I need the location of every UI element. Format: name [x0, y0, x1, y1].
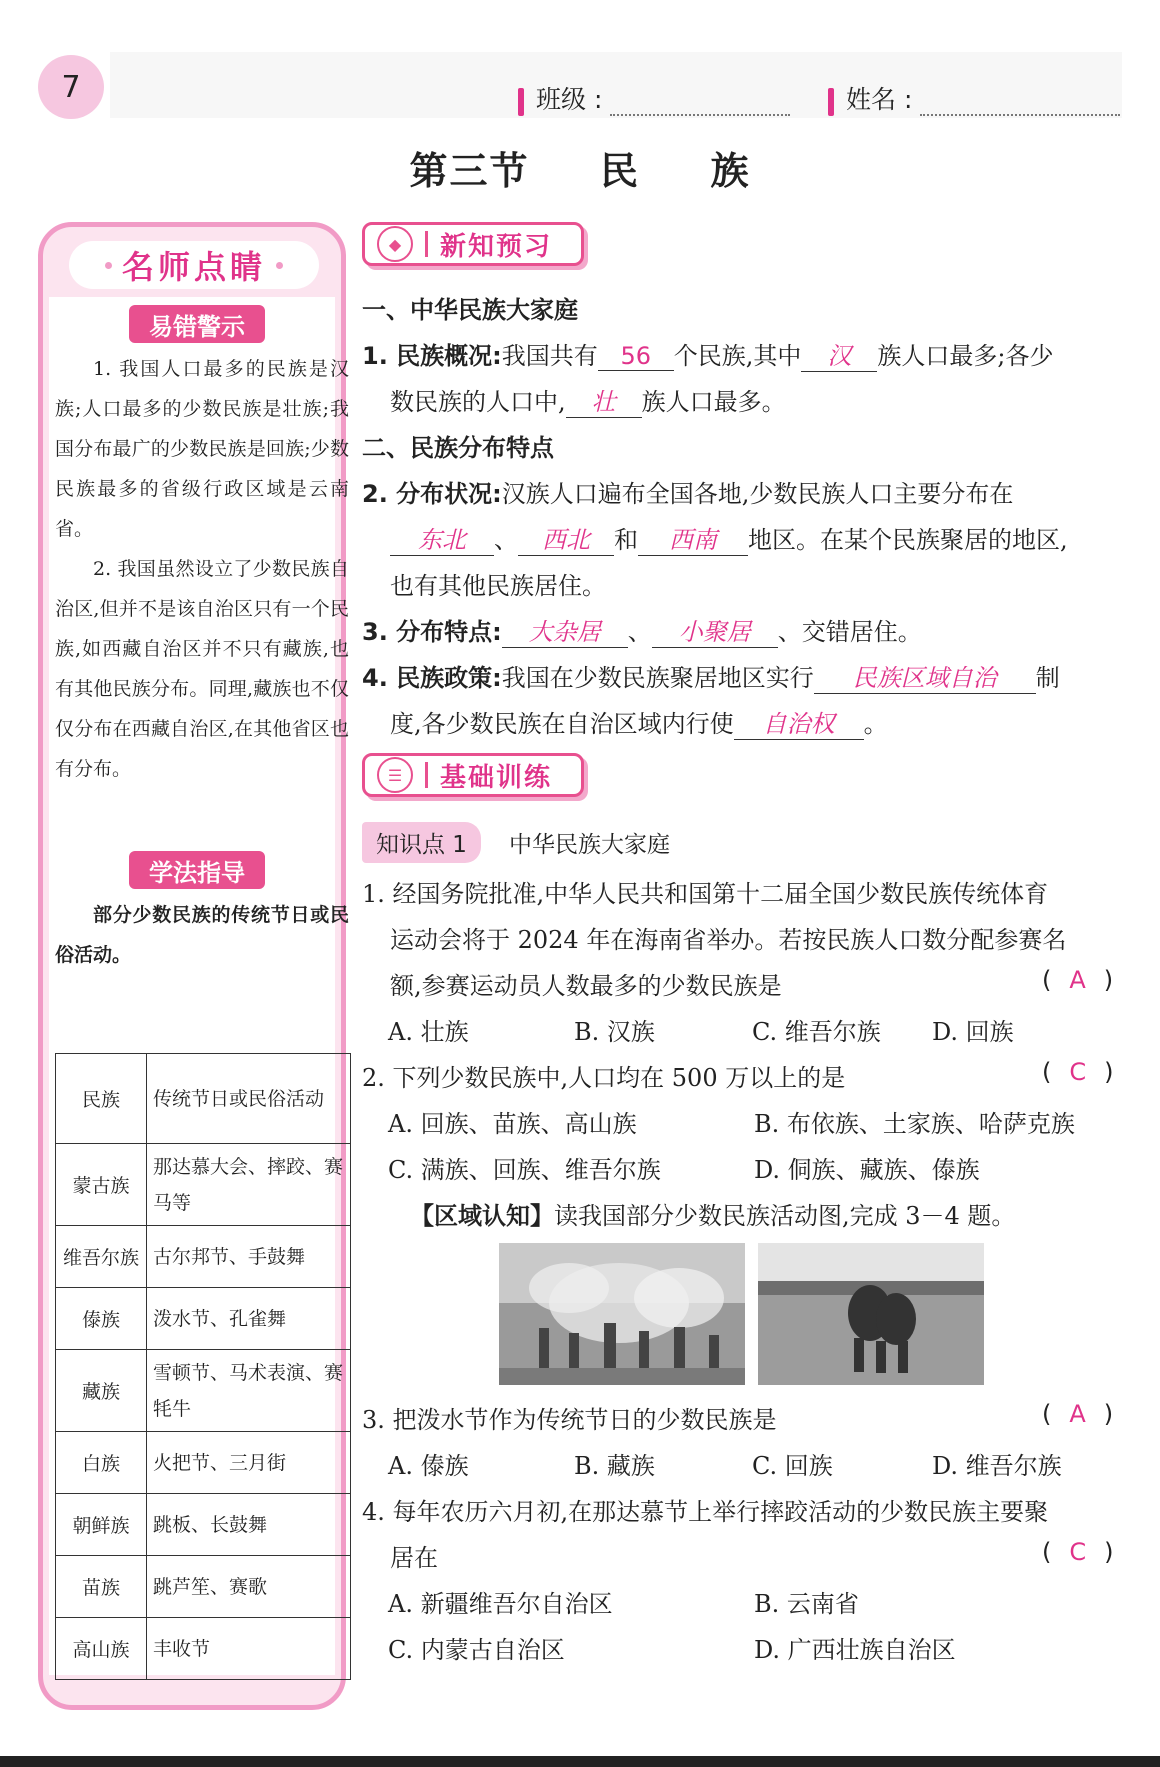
table-row [56, 1226, 351, 1288]
q2-text: 、 [494, 526, 518, 554]
preview-q2-line2 [390, 520, 1150, 556]
paren: ( [1042, 966, 1052, 994]
table-cell-activity: 泼水节、孔雀舞 [147, 1288, 351, 1350]
mistake-warning-tag: 易错警示 [129, 305, 265, 343]
q1-answer [1042, 966, 1113, 994]
table-cell-ethnic: 高山族 [56, 1618, 147, 1680]
class-field-marker [518, 88, 524, 116]
class-blank [610, 88, 790, 116]
q4-options-row1 [388, 1584, 1148, 1619]
table-cell-activity: 丰收节 [147, 1618, 351, 1680]
q1-text: 族人口最多。 [641, 388, 786, 416]
title-section: 第三节 [409, 148, 530, 193]
knowledge-point-tag: 知识点 1 [362, 822, 481, 863]
table-header-row [56, 1054, 351, 1144]
name-field-marker [828, 88, 834, 116]
table-row [56, 1556, 351, 1618]
table-cell-ethnic: 白族 [56, 1432, 147, 1494]
section-heading: 一、中华民族大家庭 [362, 296, 578, 324]
q3-text: 、 [627, 618, 652, 646]
answer-blank: 56 [598, 342, 674, 371]
option: B. 藏族 [574, 1452, 655, 1480]
q2-text: 也有其他民族居住。 [390, 572, 606, 600]
answer-blank: 西南 [638, 520, 748, 556]
preview-q1-line2 [390, 382, 1150, 418]
answer-choice: C [1069, 1058, 1087, 1086]
training-q2-line1: 2. 下列少数民族中,人口均在 500 万以上的是 [362, 1064, 846, 1092]
preview-q2-line1 [362, 474, 1122, 509]
tip-paragraph-1: 1. 我国人口最多的民族是汉族;人口最多的少数民族是壮族;我国分布最广的少数民族是回族;少数民族最多的省级行政区域是云南省。 [55, 358, 349, 540]
paren: ( [1042, 1400, 1052, 1428]
option: D. 维吾尔族 [932, 1452, 1062, 1480]
table-row [56, 1432, 351, 1494]
class-field [518, 80, 790, 116]
training-q1-line3: 额,参赛运动员人数最多的少数民族是 [390, 972, 782, 1000]
table-cell-activity: 那达慕大会、摔跤、赛马等 [147, 1144, 351, 1226]
answer-blank: 西北 [518, 520, 614, 556]
training-q4-line2: 居在 [390, 1544, 438, 1572]
q1-text: 个民族,其中 [673, 342, 802, 370]
wrestling-photo [758, 1243, 984, 1385]
preview-q1-line1 [362, 336, 1122, 372]
preview-banner-title: 新知预习 [440, 231, 553, 262]
q2-text: 和 [614, 526, 638, 554]
option: D. 回族 [932, 1018, 1014, 1046]
training-q3-line1: 3. 把泼水节作为传统节日的少数民族是 [362, 1406, 777, 1434]
knowledge-point [362, 822, 670, 863]
preview-section-2 [362, 428, 1122, 463]
region-prompt [410, 1196, 1160, 1231]
training-banner-title: 基础训练 [440, 762, 553, 793]
page-title [0, 140, 1160, 195]
option: A. 回族、苗族、高山族 [388, 1110, 637, 1138]
teacher-tips-sidebar [38, 222, 349, 1710]
q2-label: 2. 分布状况: [362, 480, 502, 508]
sidebar-body [49, 297, 349, 1675]
q2-answer [1042, 1058, 1114, 1086]
option: C. 维吾尔族 [752, 1018, 881, 1046]
method-guide-tag: 学法指导 [129, 851, 265, 889]
method-guide-text [55, 895, 349, 975]
table-cell-activity: 跳板、长鼓舞 [147, 1494, 351, 1556]
q3-label: 3. 分布特点: [362, 618, 502, 646]
sidebar-heading-text: 名师点睛 [121, 248, 266, 286]
region-label: 【区域认知】 [410, 1202, 554, 1230]
table-cell-ethnic: 朝鲜族 [56, 1494, 147, 1556]
page-number: 7 [38, 55, 104, 119]
q3-answer [1042, 1400, 1113, 1428]
option: B. 云南省 [754, 1590, 859, 1618]
banner-divider [425, 762, 428, 788]
option: D. 广西壮族自治区 [754, 1636, 956, 1664]
q1-options [388, 1012, 1148, 1047]
table-row [56, 1494, 351, 1556]
answer-blank: 壮 [566, 382, 642, 418]
table-cell-activity: 跳芦笙、赛歌 [147, 1556, 351, 1618]
q1-text: 我国共有 [501, 342, 598, 370]
water-festival-photo [499, 1243, 745, 1385]
option: A. 傣族 [388, 1452, 469, 1480]
festival-table [55, 1053, 351, 1680]
section-heading: 二、民族分布特点 [362, 434, 554, 462]
method-paragraph: 部分少数民族的传统节日或民俗活动。 [55, 904, 349, 966]
q2-text: 地区。在某个民族聚居的地区, [748, 526, 1068, 554]
tip-paragraph-2: 2. 我国虽然设立了少数民族自治区,但并不是该自治区只有一个民族,如西藏自治区并不只有藏族,也有其他民族分布。同理,藏族也不仅仅分布在西藏自治区,在其他省区也有分布。 [55, 558, 349, 780]
training-q4-line1: 4. 每年农历六月初,在那达慕节上举行摔跤活动的少数民族主要聚 [362, 1498, 1049, 1526]
paren: ) [1104, 1538, 1114, 1566]
answer-choice: A [1069, 1400, 1086, 1428]
name-blank [920, 88, 1120, 116]
preview-q4-line1 [362, 658, 1122, 694]
banner-divider [425, 231, 428, 257]
table-cell-ethnic: 维吾尔族 [56, 1226, 147, 1288]
q2-options-row2 [388, 1150, 1148, 1185]
q4-options-row2 [388, 1630, 1148, 1665]
option: A. 壮族 [388, 1018, 469, 1046]
answer-blank: 自治权 [734, 704, 864, 740]
option: D. 侗族、藏族、傣族 [754, 1156, 980, 1184]
knowledge-point-title: 中华民族大家庭 [508, 832, 670, 858]
paren: ( [1042, 1058, 1052, 1086]
q2-text: 汉族人口遍布全国各地,少数民族人口主要分布在 [501, 480, 1014, 508]
answer-blank: 大杂居 [502, 612, 628, 648]
table-cell-ethnic: 藏族 [56, 1350, 147, 1432]
title-word-1: 民 [599, 148, 640, 193]
preview-q2-line3 [390, 566, 1150, 601]
database-icon: ☰ [377, 757, 413, 793]
q4-text: 我国在少数民族聚居地区实行 [501, 664, 814, 692]
sidebar-heading [69, 241, 319, 289]
training-q1-line1: 1. 经国务院批准,中华人民共和国第十二届全国少数民族传统体育 [362, 880, 1049, 908]
name-field [828, 80, 1120, 116]
bottom-edge [0, 1756, 1160, 1767]
table-cell-activity: 古尔邦节、手鼓舞 [147, 1226, 351, 1288]
name-label: 姓名 : [846, 85, 913, 114]
table-cell-ethnic: 苗族 [56, 1556, 147, 1618]
table-cell-activity: 火把节、三月街 [147, 1432, 351, 1494]
q3-text: 、交错居住。 [777, 618, 922, 646]
preview-q3 [362, 612, 1122, 648]
table-row [56, 1144, 351, 1226]
training-q1-line2: 运动会将于 2024 年在海南省举办。若按民族人口数分配参赛名 [390, 926, 1067, 954]
q3-options [388, 1446, 1148, 1481]
preview-section-1 [362, 290, 1122, 325]
training-banner [362, 753, 584, 797]
class-label: 班级 : [536, 85, 603, 114]
option: C. 内蒙古自治区 [388, 1636, 565, 1664]
heading-dot-right [276, 262, 283, 269]
option: C. 回族 [752, 1452, 833, 1480]
q4-text: 度,各少数民族在自治区域内行使 [390, 710, 734, 738]
table-row [56, 1618, 351, 1680]
table-header-ethnic: 民族 [56, 1054, 147, 1144]
heading-dot-left [105, 262, 112, 269]
table-header-activity: 传统节日或民俗活动 [147, 1054, 351, 1144]
answer-choice: A [1069, 966, 1086, 994]
q4-text: 。 [863, 710, 888, 738]
option: A. 新疆维吾尔自治区 [388, 1590, 613, 1618]
option: B. 布依族、土家族、哈萨克族 [754, 1110, 1075, 1138]
paren: ) [1103, 1400, 1114, 1428]
preview-banner [362, 222, 584, 266]
paren: ) [1103, 966, 1114, 994]
graduation-cap-icon: ◆ [377, 226, 413, 262]
option: C. 满族、回族、维吾尔族 [388, 1156, 661, 1184]
table-cell-activity: 雪顿节、马术表演、赛牦牛 [147, 1350, 351, 1432]
region-text: 读我国部分少数民族活动图,完成 3－4 题。 [554, 1202, 1016, 1230]
preview-q4-line2 [390, 704, 1150, 740]
table-cell-ethnic: 蒙古族 [56, 1144, 147, 1226]
q1-text: 族人口最多;各少 [877, 342, 1054, 370]
answer-choice: C [1069, 1538, 1087, 1566]
answer-blank: 小聚居 [652, 612, 778, 648]
title-word-2: 族 [710, 148, 751, 193]
option: B. 汉族 [574, 1018, 655, 1046]
table-cell-ethnic: 傣族 [56, 1288, 147, 1350]
answer-blank: 民族区域自治 [814, 658, 1036, 694]
q4-label: 4. 民族政策: [362, 664, 502, 692]
answer-blank: 东北 [390, 520, 494, 556]
paren: ( [1042, 1538, 1052, 1566]
q4-text: 制 [1035, 664, 1060, 692]
q1-label: 1. 民族概况: [362, 342, 502, 370]
table-row [56, 1350, 351, 1432]
answer-blank: 汉 [801, 336, 877, 372]
q4-answer [1042, 1538, 1114, 1566]
table-row [56, 1288, 351, 1350]
mistake-warning-text [55, 349, 349, 789]
q2-options-row1 [388, 1104, 1148, 1139]
paren: ) [1104, 1058, 1114, 1086]
q1-text: 数民族的人口中, [390, 388, 566, 416]
